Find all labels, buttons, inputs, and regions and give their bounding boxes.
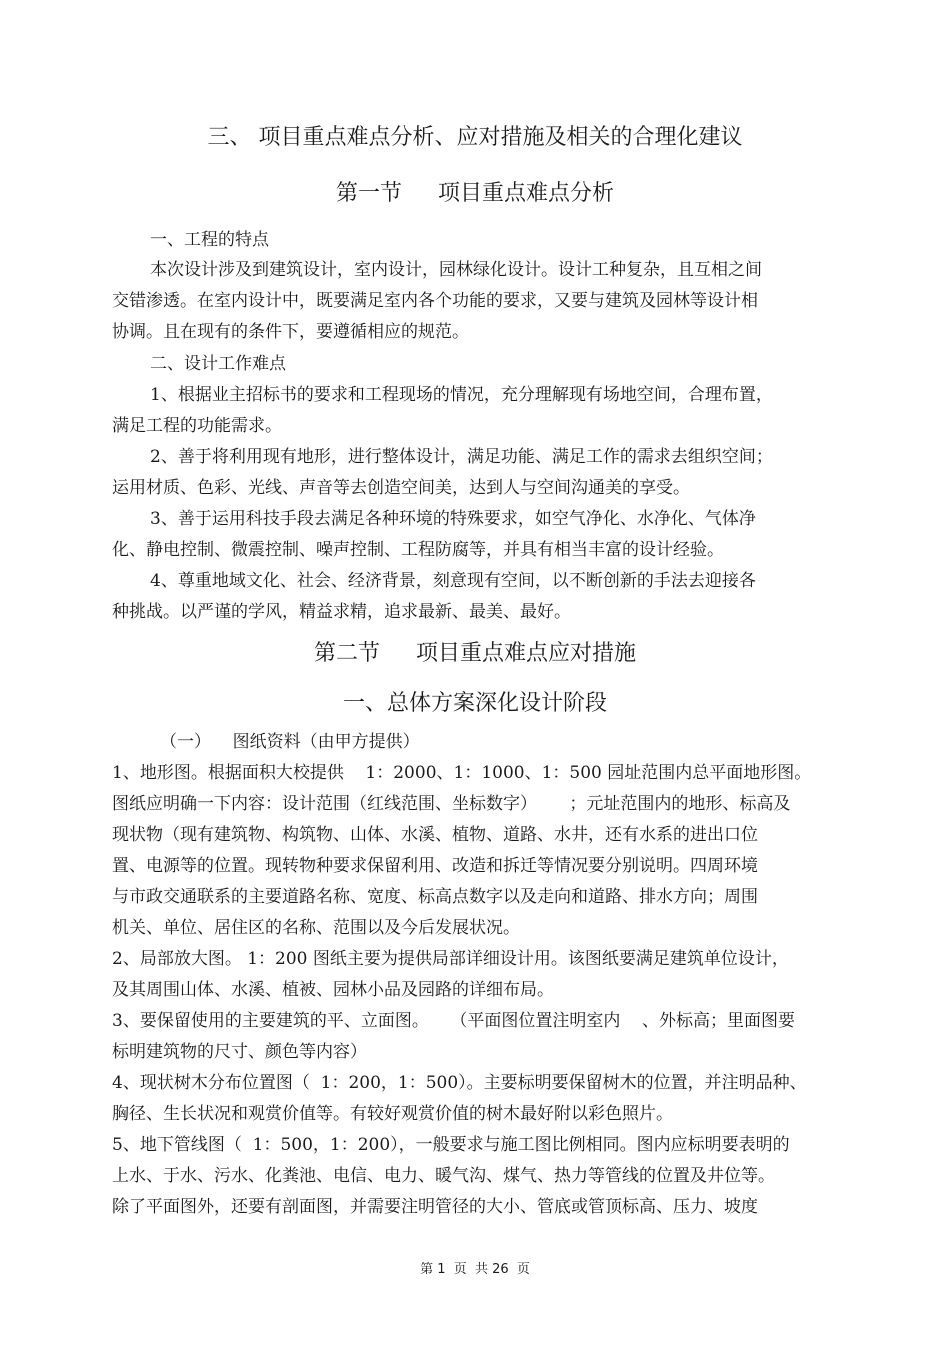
list-line: 上水、于水、污水、化粪池、电信、电力、暖气沟、煤气、热力等管线的位置及井位等。 [112, 1166, 775, 1186]
list-line: 除了平面图外，还要有剖面图，并需要注明管径的大小、管底或管顶标高、压力、坡度 [112, 1197, 758, 1217]
stage-heading: 一、总体方案深化设计阶段 [342, 691, 607, 716]
list-line: 机关、单位、居住区的名称、范围以及今后发展状况。 [112, 918, 520, 938]
list-line: 置、电源等的位置。现转物种要求保留利用、改造和拆迁等情况要分别说明。四周环境 [112, 856, 758, 876]
list-line: 与市政交通联系的主要道路名称、宽度、标高点数字以及走向和道路、排水方向；周围 [112, 887, 758, 907]
difficulty-item-line: 1、根据业主招标书的要求和工程现场的情况，充分理解现有场地空间，合理布置， [150, 385, 773, 405]
section-1-heading [0, 176, 950, 212]
section-2-heading [0, 636, 950, 672]
list-line: 3、要保留使用的主要建筑的平、立面图。 （平面图位置注明室内 、外标高；里面图要 [112, 1011, 796, 1031]
part-2-heading: 二、设计工作难点 [150, 354, 286, 374]
part-1-para-line: 本次设计涉及到建筑设计，室内设计，园林绿化设计。设计工种复杂，且互相之间 [150, 260, 762, 280]
list-line: 5、地下管线图（ 1：500，1：200），一般要求与施工图比例相同。图内应标明要表明的 [112, 1135, 790, 1155]
list-line: 1、地形图。根据面积大校提供 1：2000、1：1000、1：500 园址范围内总平面地形图。 [112, 763, 812, 783]
part-1-heading: 一、工程的特点 [150, 230, 269, 250]
list-line: 图纸应明确一下内容：设计范围（红线范围、坐标数字） ；元址范围内的地形、标高及 [112, 794, 791, 814]
list-line: 标明建筑物的尺寸、颜色等内容） [112, 1042, 367, 1062]
section-1-title: 项目重点难点分析 [438, 181, 615, 206]
difficulty-item-line: 4、尊重地域文化、社会、经济背景，刻意现有空间，以不断创新的手法去迎接各 [150, 571, 756, 591]
section-1-number: 第一节 [335, 181, 402, 206]
list-line: 现状物（现有建筑物、构筑物、山体、水溪、植物、道路、水井，还有水系的进出口位 [112, 825, 758, 845]
subsection-heading: （一） 图纸资料（由甲方提供） [160, 732, 420, 752]
section-2-title: 项目重点难点应对措施 [416, 641, 637, 666]
section-2-number: 第二节 [313, 641, 380, 666]
difficulty-item-line: 满足工程的功能需求。 [112, 416, 282, 436]
difficulty-item-line: 种挑战。以严谨的学风，精益求精，追求最新、最美、最好。 [112, 602, 571, 622]
page-footer: 第 1 页 共 26 页 [420, 1262, 530, 1277]
list-line: 胸径、生长状况和观赏价值等。有较好观赏价值的树木最好附以彩色照片。 [112, 1104, 673, 1124]
main-heading: 三、 项目重点难点分析、应对措施及相关的合理化建议 [207, 125, 743, 150]
difficulty-item-line: 化、静电控制、微震控制、噪声控制、工程防腐等，并具有相当丰富的设计经验。 [112, 540, 724, 560]
difficulty-item-line: 3、善于运用科技手段去满足各种环境的特殊要求，如空气净化、水净化、气体净 [150, 509, 756, 529]
list-line: 4、现状树木分布位置图（ 1：200，1：500）。主要标明要保留树木的位置，并注明品种、 [112, 1073, 807, 1093]
list-line: 2、局部放大图。 1：200 图纸主要为提供局部详细设计用。该图纸要满足建筑单位设计， [112, 949, 789, 969]
list-line: 及其周围山体、水溪、植被、园林小品及园路的详细布局。 [112, 980, 554, 1000]
difficulty-item-line: 2、善于将利用现有地形，进行整体设计，满足功能、满足工作的需求去组织空间； [150, 447, 773, 467]
difficulty-item-line: 运用材质、色彩、光线、声音等去创造空间美，达到人与空间沟通美的享受。 [112, 478, 690, 498]
part-1-para-line: 协调。且在现有的条件下，要遵循相应的规范。 [112, 322, 469, 342]
part-1-para-line: 交错渗透。在室内设计中，既要满足室内各个功能的要求，又要与建筑及园林等设计相 [112, 291, 758, 311]
